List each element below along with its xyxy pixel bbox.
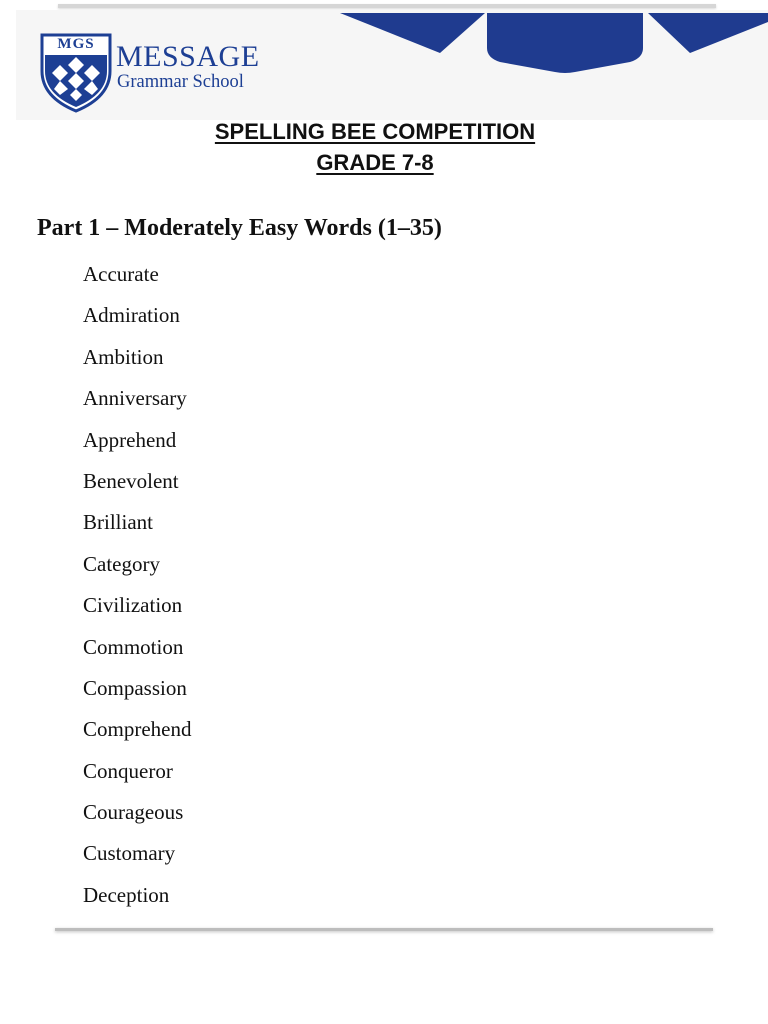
spelling-word: Admiration (83, 303, 180, 328)
spelling-word: Compassion (83, 675, 187, 700)
spelling-word: Customary (83, 841, 176, 866)
spelling-word: Brilliant (83, 510, 153, 535)
spelling-word: Ambition (83, 344, 164, 369)
competition-title: SPELLING BEE COMPETITION (214, 119, 536, 144)
school-subname: Grammar School (117, 72, 244, 92)
spelling-word: Anniversary (83, 386, 187, 411)
section-heading: Part 1 – Moderately Easy Words (1–35) (37, 215, 442, 241)
spelling-word: Benevolent (83, 468, 179, 493)
spelling-word: Courageous (83, 800, 184, 825)
spelling-word: Conqueror (83, 758, 173, 783)
header-triangle-left (340, 13, 485, 53)
spelling-word: Deception (83, 882, 170, 907)
spelling-word: Apprehend (83, 427, 177, 452)
school-name: MESSAGE (116, 40, 260, 73)
school-wordmark (116, 42, 260, 92)
bottom-divider (55, 928, 713, 931)
spelling-word: Civilization (83, 593, 183, 618)
logo-initials: MGS (57, 36, 95, 52)
header-banner-center (487, 13, 643, 73)
header-triangle-right (648, 13, 768, 53)
spelling-word: Commotion (83, 634, 184, 659)
spelling-word: Comprehend (83, 717, 192, 742)
grade-title: GRADE 7-8 (316, 150, 434, 175)
spelling-word: Accurate (83, 262, 159, 286)
spelling-word: Category (83, 551, 160, 576)
